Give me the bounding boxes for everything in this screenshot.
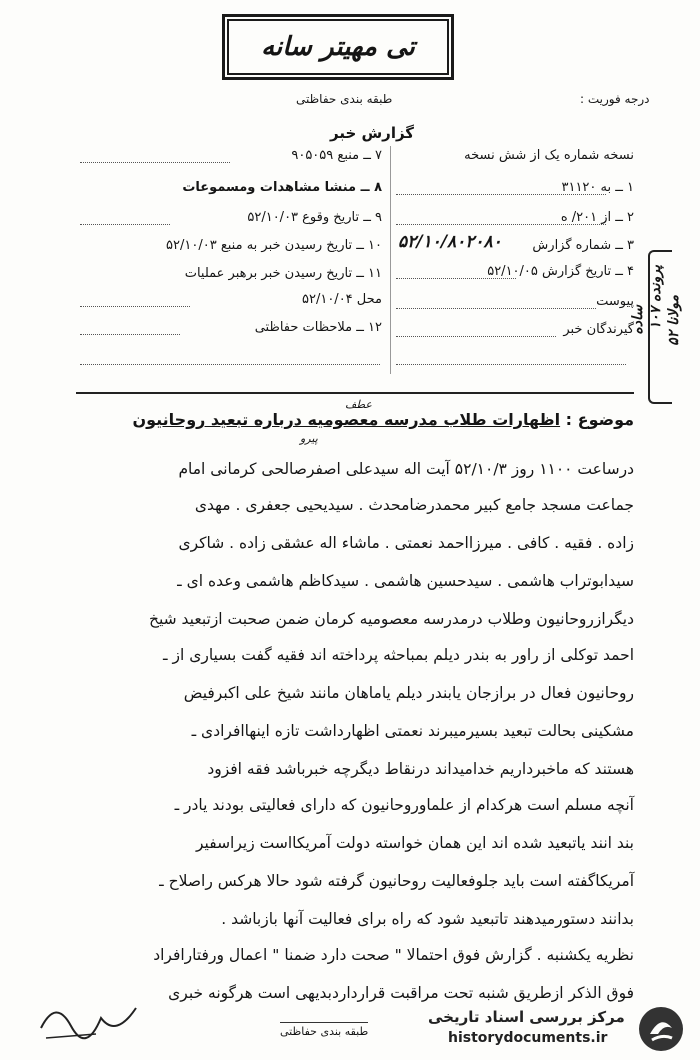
field-3-value: ۵۲/۱۰/۸۰۲۰۸۰ bbox=[398, 232, 502, 252]
body-line-9: هستند که ماخبرداریم خدامیداند درنقاط دیگرچه خبرباشد فقه افزود bbox=[207, 760, 634, 778]
body-line-5: دیگرازروحانیون وطلاب درمدرسه معصومیه کرمان ضمن صحبت ازتبعید شیخ bbox=[148, 610, 634, 628]
margin-notes bbox=[628, 255, 686, 410]
body-line-6: احمد توکلی از راور به بندر دیلم بمباحثه پرداخته اند فقیه گفت بسیاری از ـ bbox=[163, 646, 634, 664]
body-line-8: مشکینی بحالت تبعید بسیرمیبرند نعمتی اظهارداشت تازه اینهاافرادی ـ bbox=[191, 722, 634, 740]
subject-prefix: موضوع bbox=[577, 410, 634, 429]
body-line-10: آنچه مسلم است هرکدام از علماوروحانیون که دارای فعالیتی بودند یادر ـ bbox=[174, 796, 634, 814]
margin-note-2: پرونده ۱۰۷ bbox=[648, 265, 664, 330]
field-11-date-to-operations: ۱۱ ــ تاریخ رسیدن خبر برهبر عملیات bbox=[184, 266, 382, 281]
column-separator bbox=[390, 146, 391, 374]
footer-classification-label: طبقه بندی حفاظتی bbox=[280, 1022, 368, 1038]
watermark-line-2: historydocuments.ir bbox=[448, 1030, 608, 1046]
recipients-label: گیرندگان خبر bbox=[563, 322, 634, 337]
field-12-security-notes: ۱۲ ــ ملاحظات حفاظتی bbox=[254, 320, 382, 335]
body-line-15: فوق الذکر ازطریق شنبه تحت مراقبت قرارداردبدیهی است هرگونه خبری bbox=[168, 984, 634, 1002]
body-line-3: زاده . فقیه . کافی . میرزااحمد نعمتی . ماشاء اله عشقی زاده . شاکری bbox=[178, 534, 634, 552]
priority-label: درجه فوریت : bbox=[580, 92, 650, 106]
archive-logo-icon bbox=[636, 1004, 686, 1054]
watermark-line-1: مرکز بررسی اسناد تاریخی bbox=[428, 1008, 625, 1026]
field-1-to: ۱ ــ به ۳۱۱۲۰ bbox=[561, 180, 634, 195]
report-title: گزارش خبر bbox=[330, 124, 415, 142]
field-10-date-to-source: ۱۰ ــ تاریخ رسیدن خبر به منبع ۵۲/۱۰/۰۳ bbox=[166, 238, 382, 253]
body-line-2: جماعت مسجد جامع کبیر محمدرضامحدث . سیدیحیی جعفری . مهدی bbox=[194, 496, 634, 514]
body-line-7: روحانیون فعال در برازجان یابندر دیلم یاماهان مانند شیخ علی اکبرفیض bbox=[183, 684, 634, 702]
body-line-14: نظریه یکشنبه . گزارش فوق احتمالا " صحت دارد ضمنا " اعمال ورفتارافراد bbox=[153, 946, 634, 964]
copy-number: نسخه شماره یک از شش نسخه bbox=[464, 148, 634, 163]
header-divider bbox=[76, 392, 634, 394]
body-line-12: آمریکاگفته است باید جلوفعالیت روحانیون گرفته شود حالا هرکس راصلاح ـ bbox=[159, 872, 634, 890]
field-4-report-date: ۴ ــ تاریخ گزارش ۵۲/۱۰/۰۵ bbox=[487, 264, 634, 279]
attachment-label: پیوست bbox=[596, 294, 634, 309]
field-9-occurrence-date: ۹ ــ تاریخ وقوع ۵۲/۱۰/۰۳ bbox=[247, 210, 382, 225]
body-line-11: بند انند یاتبعید شده اند این همان خواسته دولت آمریکااست زیراسفیر bbox=[196, 834, 634, 852]
body-line-1: درساعت ۱۱۰۰ روز ۵۲/۱۰/۳ آیت اله سیدعلی اصفرصالحی کرمانی امام bbox=[178, 460, 634, 478]
subject-text: اظهارات طلاب مدرسه معصومیه درباره تبعید روحانیون bbox=[132, 410, 561, 429]
classification-label: طبقه بندی حفاظتی bbox=[296, 92, 393, 106]
body-line-13: بدانند دستورمیدهند تاتبعید شود که راه برای فعالیت آنها بازباشد . bbox=[221, 910, 634, 928]
field-2-from: ۲ ــ از ۲۰۱/ ه bbox=[560, 210, 634, 225]
body-line-4: سیدابوتراب هاشمی . سیدحسین هاشمی . سیدکاظم هاشمی وعده ای ـ bbox=[177, 572, 634, 590]
subject-line: موضوع : اظهارات طلاب مدرسه معصومیه درباره تبعید روحانیون bbox=[132, 410, 634, 429]
margin-note-1: مولانا ۵۲ bbox=[666, 295, 682, 346]
subject-correction: عطف bbox=[345, 398, 372, 411]
field-8-origin: ۸ ــ منشا مشاهدات ومسموعات bbox=[182, 180, 382, 195]
handwritten-scribble bbox=[36, 988, 156, 1048]
field-11-value: محل ۵۲/۱۰/۰۴ bbox=[302, 292, 382, 307]
margin-note-3: ساده bbox=[630, 305, 646, 335]
field-7-source: ۷ ــ منبع ۹۰۵۰۵۹ bbox=[291, 148, 382, 163]
field-3-report-number: ۳ ــ شماره گزارش bbox=[532, 238, 634, 253]
classification-stamp bbox=[222, 14, 454, 80]
classification-stamp-text: تی مهیتر سانه bbox=[261, 32, 415, 62]
subject-correction-2: پیرو bbox=[300, 432, 318, 445]
